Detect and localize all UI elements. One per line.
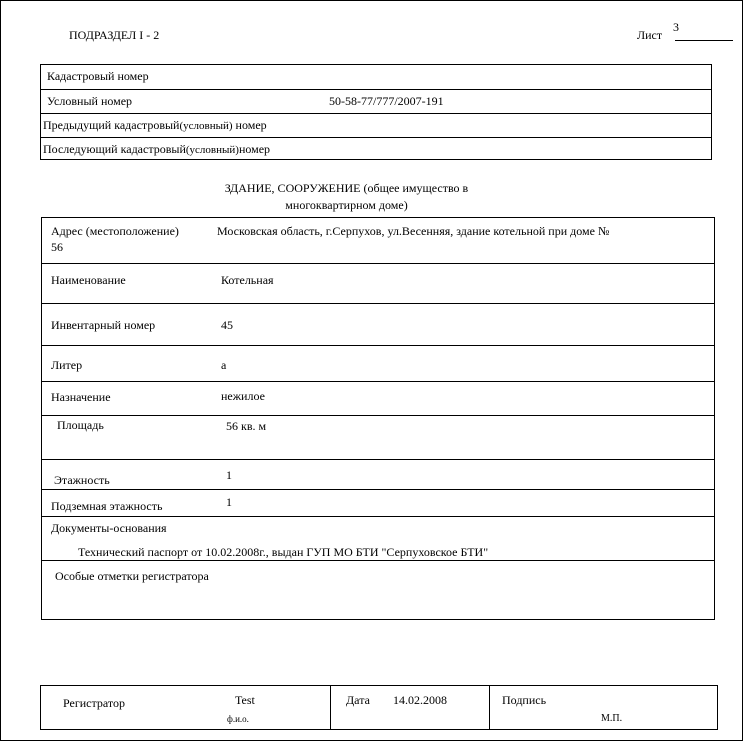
table-row xyxy=(42,516,714,560)
inventory-number-value: 45 xyxy=(221,318,233,332)
cadastral-row xyxy=(41,113,711,137)
signature-cell xyxy=(489,686,719,729)
inventory-number-label: Инвентарный номер xyxy=(51,318,156,332)
area-label: Площадь xyxy=(57,418,104,432)
date-cell xyxy=(330,686,489,729)
sheet-number: 3 xyxy=(673,20,679,34)
cadastral-row xyxy=(41,89,711,113)
table-row xyxy=(42,415,714,459)
table-row xyxy=(42,218,714,263)
table-row xyxy=(42,381,714,415)
conditional-number-label: Условный номер xyxy=(47,94,133,108)
address-label: Адрес (местоположение) xyxy=(51,224,179,238)
registrar-notes-label: Особые отметки регистратора xyxy=(55,569,209,583)
signature-table xyxy=(40,685,718,730)
signature-label: Подпись xyxy=(502,693,547,707)
floors-value: 1 xyxy=(226,468,232,482)
floors-label: Этажность xyxy=(54,473,110,487)
name-value: Котельная xyxy=(221,273,274,287)
cadastral-row xyxy=(41,137,711,161)
date-label: Дата xyxy=(346,693,370,707)
address-value-cont: 56 xyxy=(51,240,63,254)
table-row xyxy=(42,560,714,620)
cadastral-number-label: Кадастровый номер xyxy=(47,69,149,83)
table-row xyxy=(42,459,714,489)
underground-floors-label: Подземная этажность xyxy=(51,499,163,513)
date-value: 14.02.2008 xyxy=(393,693,447,707)
section-title-line2: многоквартирном доме) xyxy=(285,198,408,212)
liter-value: а xyxy=(221,358,227,372)
previous-cadastral-label: Предыдущий кадастровый(условный) номер xyxy=(43,118,267,132)
documents-value: Технический паспорт от 10.02.2008г., выдан ГУП МО БТИ "Серпуховское БТИ" xyxy=(78,545,489,559)
table-row xyxy=(42,263,714,303)
table-row xyxy=(42,303,714,345)
registrar-name: Test xyxy=(235,693,255,707)
table-row xyxy=(42,345,714,381)
liter-label: Литер xyxy=(51,358,83,372)
table-row xyxy=(42,489,714,516)
stamp-caption: М.П. xyxy=(601,713,623,724)
underground-floors-value: 1 xyxy=(226,495,232,509)
cadastral-table xyxy=(40,64,712,160)
sheet-label: Лист xyxy=(637,28,663,42)
documents-label: Документы-основания xyxy=(51,521,167,535)
area-value: 56 кв. м xyxy=(226,419,267,433)
purpose-label: Назначение xyxy=(51,390,111,404)
conditional-number-value: 50-58-77/777/2007-191 xyxy=(329,94,444,108)
name-label: Наименование xyxy=(51,273,126,287)
registrar-cell xyxy=(41,686,330,729)
cadastral-row xyxy=(41,65,711,89)
next-cadastral-label: Последующий кадастровый(условный)номер xyxy=(43,142,271,156)
fio-caption: ф.и.о. xyxy=(227,714,249,724)
section-title-line1: ЗДАНИЕ, СООРУЖЕНИЕ (общее имущество в xyxy=(224,181,469,195)
building-table xyxy=(41,217,715,620)
subsection-title: ПОДРАЗДЕЛ I - 2 xyxy=(69,28,160,42)
registrar-label: Регистратор xyxy=(63,696,126,710)
sheet-number-underline xyxy=(675,40,733,41)
purpose-value: нежилое xyxy=(221,389,265,403)
address-value: Московская область, г.Серпухов, ул.Весенняя, здание котельной при доме № xyxy=(217,224,610,238)
